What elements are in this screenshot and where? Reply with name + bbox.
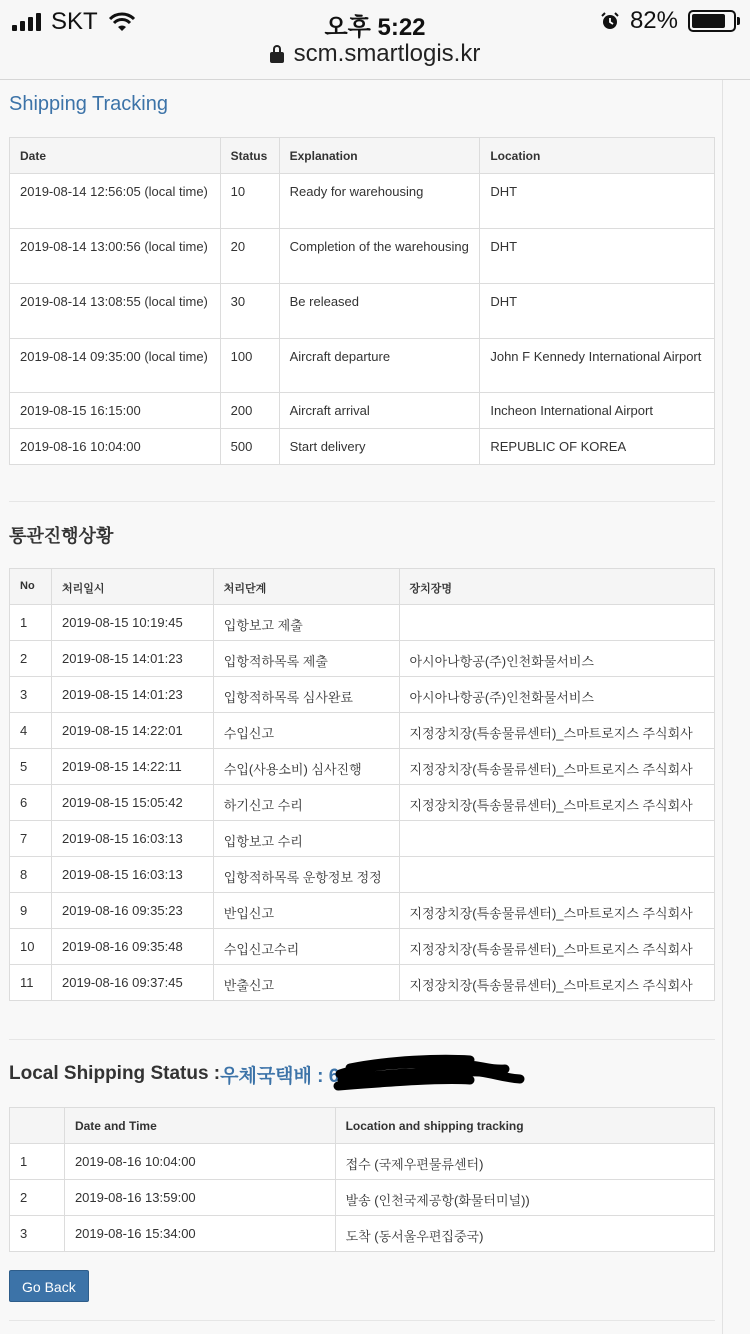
cell-date: 2019-08-14 09:35:00 (local time) xyxy=(10,339,221,393)
cell-status: 200 xyxy=(220,393,279,429)
customs-table xyxy=(9,568,715,1001)
table-row xyxy=(10,429,715,465)
cell-step: 입항적하목록 심사완료 xyxy=(213,677,399,713)
cell-step: 입항보고 제출 xyxy=(213,605,399,641)
cell-no: 1 xyxy=(10,605,52,641)
col-explanation: Explanation xyxy=(279,138,480,174)
cell-datetime: 2019-08-16 09:35:48 xyxy=(51,929,213,965)
go-back-button[interactable]: Go Back xyxy=(9,1270,89,1302)
col-process-step: 처리단계 xyxy=(213,569,399,605)
cell-no: 8 xyxy=(10,857,52,893)
table-row xyxy=(10,965,715,1001)
url-text: scm.smartlogis.kr xyxy=(293,40,481,67)
cell-date: 2019-08-15 16:15:00 xyxy=(10,393,221,429)
table-row xyxy=(10,749,715,785)
table-row xyxy=(10,641,715,677)
cell-tracking: 접수 (국제우편물류센터) xyxy=(335,1144,714,1180)
cell-warehouse: 지정장치장(특송물류센터)_스마트로지스 주식회사 xyxy=(399,713,715,749)
cell-date: 2019-08-14 13:00:56 (local time) xyxy=(10,229,221,284)
cell-status: 500 xyxy=(220,429,279,465)
customs-progress-title: 통관진행상황 xyxy=(9,526,114,546)
table-row xyxy=(10,713,715,749)
cell-no: 6 xyxy=(10,785,52,821)
cell-tracking: 발송 (인천국제공항(화물터미널)) xyxy=(335,1180,714,1216)
redaction-scribble xyxy=(350,1060,520,1088)
cell-index: 1 xyxy=(10,1144,65,1180)
cell-datetime: 2019-08-15 10:19:45 xyxy=(51,605,213,641)
cell-step: 반입신고 xyxy=(213,893,399,929)
cell-step: 하기신고 수리 xyxy=(213,785,399,821)
courier-tracking-number: 우체국택배 : 60 xyxy=(220,1065,350,1087)
battery-percent: 82% xyxy=(629,7,678,34)
cell-datetime: 2019-08-16 13:59:00 xyxy=(64,1180,335,1216)
cell-date: 2019-08-14 12:56:05 (local time) xyxy=(10,174,221,229)
table-row xyxy=(10,339,715,393)
table-row xyxy=(10,1216,715,1252)
page-content xyxy=(9,80,715,1321)
cell-warehouse: 아시아나항공(주)인천화물서비스 xyxy=(399,641,715,677)
cell-no: 3 xyxy=(10,677,52,713)
cell-explanation: Ready for warehousing xyxy=(279,174,480,229)
table-row xyxy=(10,785,715,821)
cell-datetime: 2019-08-15 15:05:42 xyxy=(51,785,213,821)
local-shipping-table xyxy=(9,1107,715,1252)
col-status: Status xyxy=(220,138,279,174)
cell-datetime: 2019-08-15 14:01:23 xyxy=(51,677,213,713)
cell-warehouse: 지정장치장(특송물류센터)_스마트로지스 주식회사 xyxy=(399,785,715,821)
cell-datetime: 2019-08-16 15:34:00 xyxy=(64,1216,335,1252)
table-row xyxy=(10,229,715,284)
cell-status: 100 xyxy=(220,339,279,393)
cell-date: 2019-08-14 13:08:55 (local time) xyxy=(10,284,221,339)
cell-step: 수입신고수리 xyxy=(213,929,399,965)
cell-location: REPUBLIC OF KOREA xyxy=(480,429,715,465)
cell-warehouse xyxy=(399,857,715,893)
cell-no: 4 xyxy=(10,713,52,749)
cell-warehouse: 지정장치장(특송물류센터)_스마트로지스 주식회사 xyxy=(399,893,715,929)
col-processed-at: 처리일시 xyxy=(51,569,213,605)
battery-icon xyxy=(688,10,736,32)
cell-location: DHT xyxy=(480,229,715,284)
cell-no: 10 xyxy=(10,929,52,965)
cell-datetime: 2019-08-15 14:22:11 xyxy=(51,749,213,785)
cell-no: 11 xyxy=(10,965,52,1001)
table-row xyxy=(10,393,715,429)
cell-index: 3 xyxy=(10,1216,65,1252)
cell-step: 입항보고 수리 xyxy=(213,821,399,857)
cell-index: 2 xyxy=(10,1180,65,1216)
cell-datetime: 2019-08-16 09:37:45 xyxy=(51,965,213,1001)
cell-datetime: 2019-08-15 16:03:13 xyxy=(51,857,213,893)
cell-explanation: Start delivery xyxy=(279,429,480,465)
shipping-tracking-table xyxy=(9,137,715,465)
cell-location: Incheon International Airport xyxy=(480,393,715,429)
table-row xyxy=(10,605,715,641)
cell-explanation: Aircraft arrival xyxy=(279,393,480,429)
page-edge xyxy=(722,80,723,1334)
cell-step: 수입(사용소비) 심사진행 xyxy=(213,749,399,785)
cell-explanation: Aircraft departure xyxy=(279,339,480,393)
cell-step: 입항적하목록 운항정보 정정 xyxy=(213,857,399,893)
cell-step: 반출신고 xyxy=(213,965,399,1001)
local-shipping-label: Local Shipping Status : xyxy=(9,1063,221,1084)
cell-no: 2 xyxy=(10,641,52,677)
clock: 오후 5:22 xyxy=(324,14,426,41)
col-no: No xyxy=(10,569,52,605)
cell-tracking: 도착 (동서울우편집중국) xyxy=(335,1216,714,1252)
col-date: Date xyxy=(10,138,221,174)
table-row xyxy=(10,857,715,893)
cell-warehouse: 지정장치장(특송물류센터)_스마트로지스 주식회사 xyxy=(399,965,715,1001)
local-shipping-title xyxy=(9,1060,715,1088)
alarm-icon xyxy=(600,11,620,31)
cell-no: 9 xyxy=(10,893,52,929)
cell-step: 수입신고 xyxy=(213,713,399,749)
col-location-tracking: Location and shipping tracking xyxy=(335,1108,714,1144)
cell-status: 10 xyxy=(220,174,279,229)
cell-step: 입항적하목록 제출 xyxy=(213,641,399,677)
carrier-label: SKT xyxy=(51,8,98,35)
table-row xyxy=(10,284,715,339)
col-warehouse: 장치장명 xyxy=(399,569,715,605)
table-row xyxy=(10,893,715,929)
shipping-tracking-title: Shipping Tracking xyxy=(9,93,168,115)
cell-status: 30 xyxy=(220,284,279,339)
cell-warehouse: 아시아나항공(주)인천화물서비스 xyxy=(399,677,715,713)
table-row xyxy=(10,174,715,229)
cell-warehouse: 지정장치장(특송물류센터)_스마트로지스 주식회사 xyxy=(399,749,715,785)
cell-datetime: 2019-08-16 10:04:00 xyxy=(64,1144,335,1180)
lock-icon xyxy=(270,45,284,63)
button-row xyxy=(9,1270,715,1302)
cell-location: John F Kennedy International Airport xyxy=(480,339,715,393)
browser-status-bar xyxy=(0,0,750,80)
cell-location: DHT xyxy=(480,174,715,229)
battery-area xyxy=(600,7,736,35)
cell-datetime: 2019-08-15 14:22:01 xyxy=(51,713,213,749)
section-divider xyxy=(9,1039,715,1040)
cell-warehouse xyxy=(399,821,715,857)
table-row xyxy=(10,1144,715,1180)
cell-explanation: Completion of the warehousing xyxy=(279,229,480,284)
cell-no: 7 xyxy=(10,821,52,857)
cell-date: 2019-08-16 10:04:00 xyxy=(10,429,221,465)
table-row xyxy=(10,677,715,713)
table-row xyxy=(10,1180,715,1216)
table-row xyxy=(10,821,715,857)
cell-warehouse: 지정장치장(특송물류센터)_스마트로지스 주식회사 xyxy=(399,929,715,965)
cell-datetime: 2019-08-16 09:35:23 xyxy=(51,893,213,929)
section-divider xyxy=(9,1320,715,1321)
cell-location: DHT xyxy=(480,284,715,339)
cell-explanation: Be released xyxy=(279,284,480,339)
col-location: Location xyxy=(480,138,715,174)
cell-no: 5 xyxy=(10,749,52,785)
cell-warehouse xyxy=(399,605,715,641)
table-row xyxy=(10,929,715,965)
section-divider xyxy=(9,501,715,502)
col-date-time: Date and Time xyxy=(64,1108,335,1144)
cell-datetime: 2019-08-15 16:03:13 xyxy=(51,821,213,857)
address-bar[interactable] xyxy=(0,40,750,68)
cell-datetime: 2019-08-15 14:01:23 xyxy=(51,641,213,677)
cell-status: 20 xyxy=(220,229,279,284)
col-index xyxy=(10,1108,65,1144)
